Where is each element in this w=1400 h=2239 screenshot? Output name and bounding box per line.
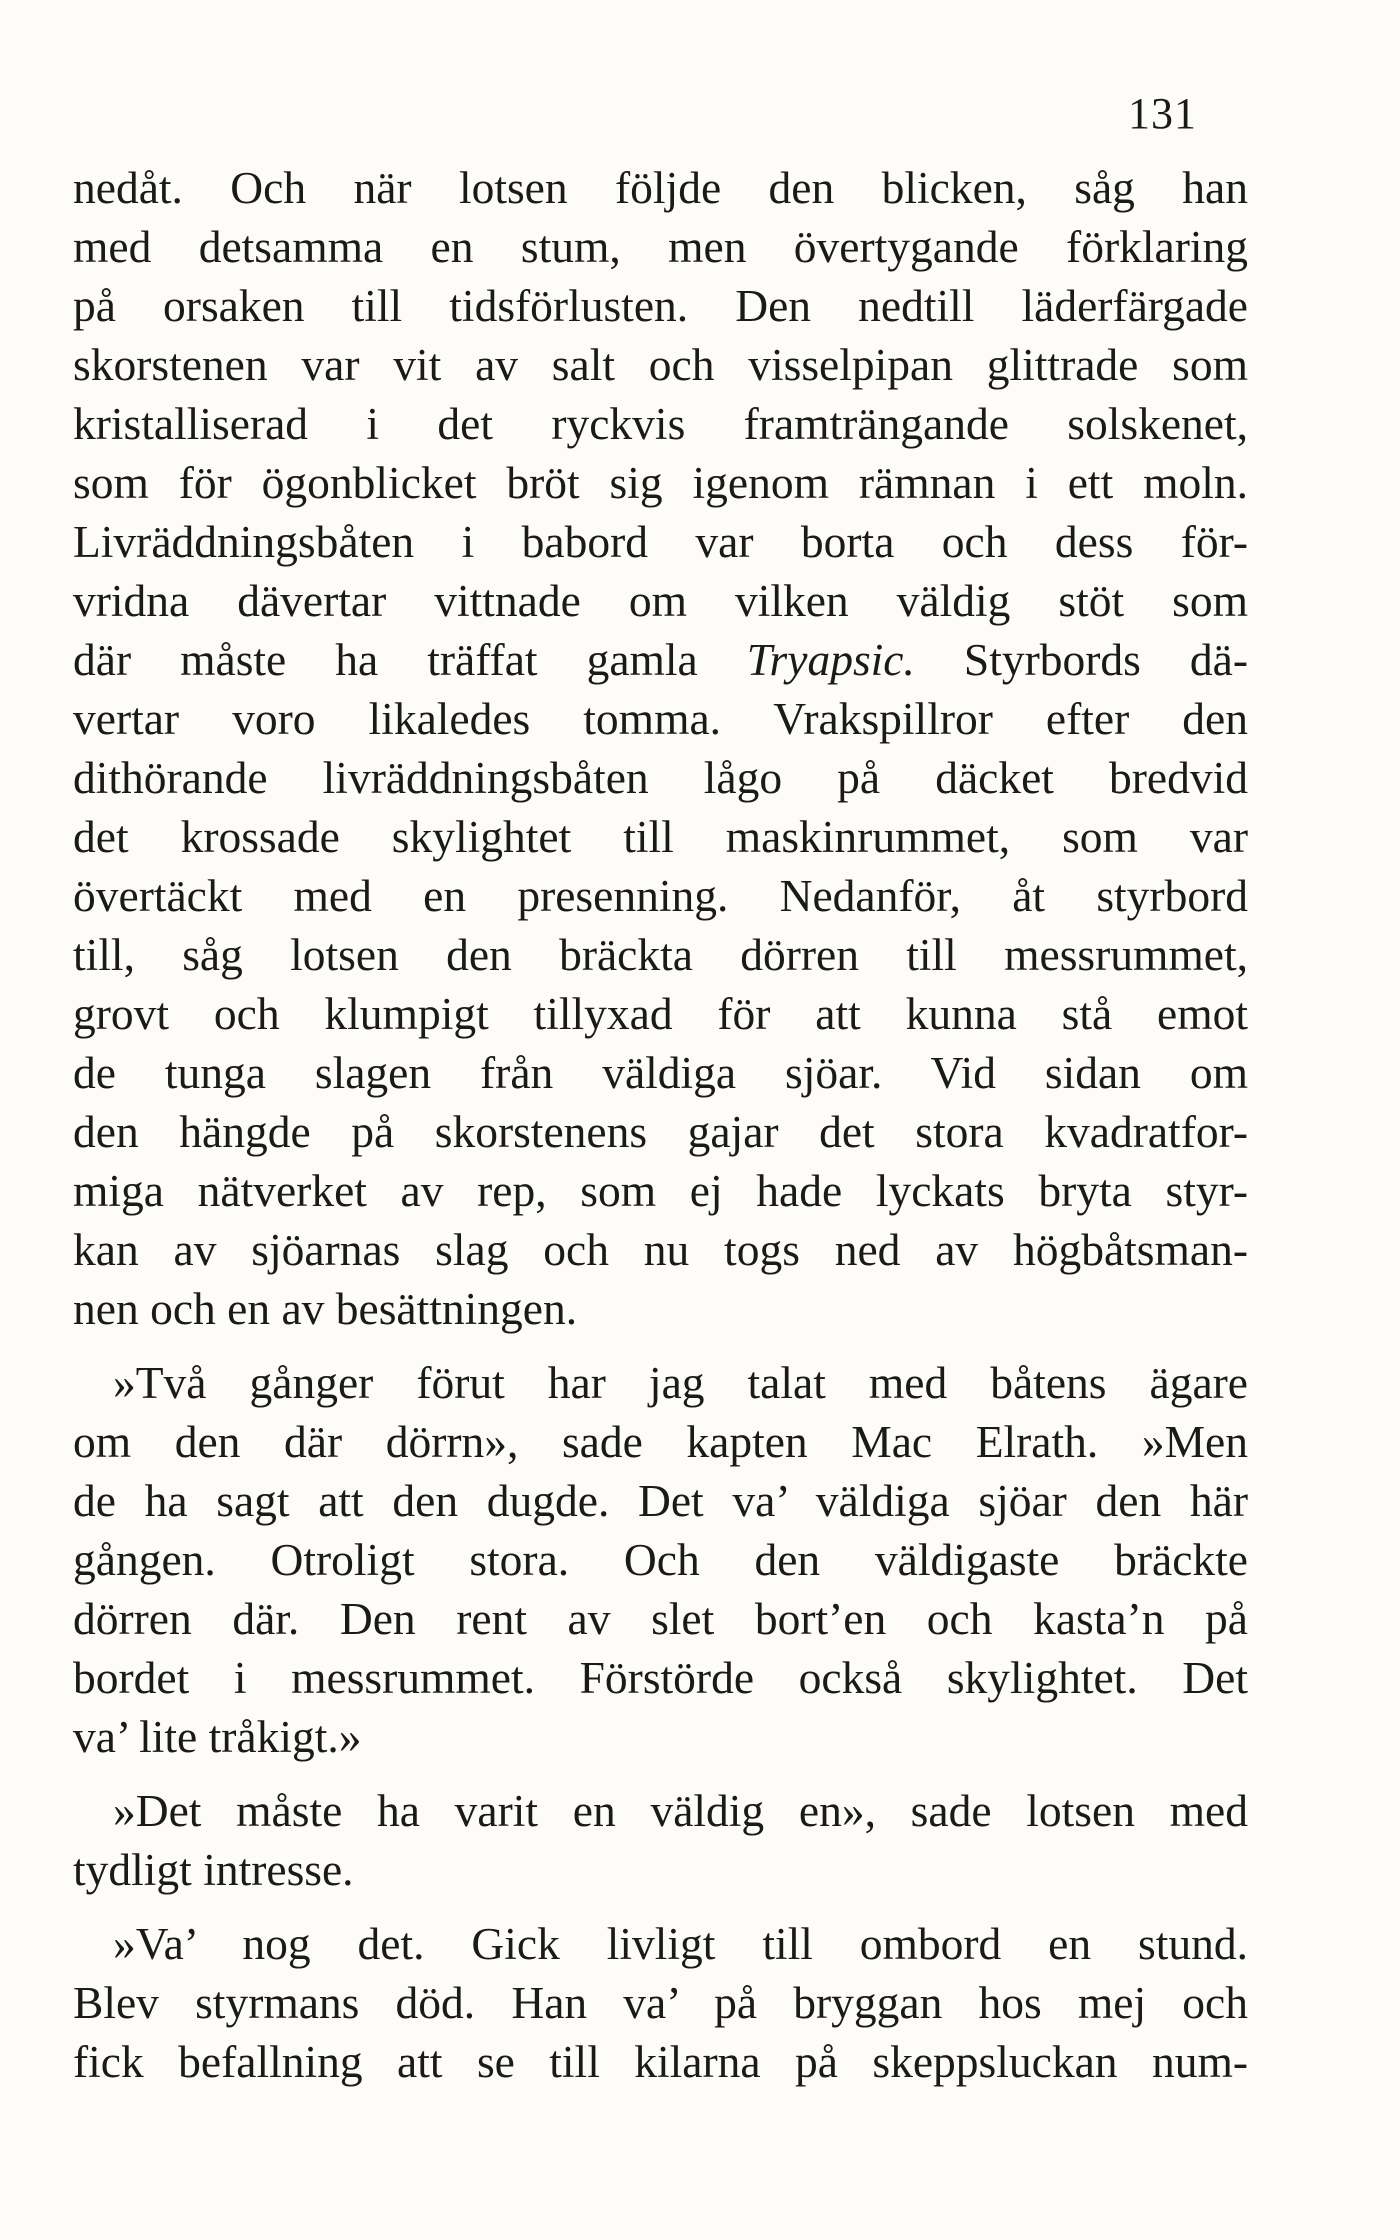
text-line-with-ship-name bbox=[73, 630, 1248, 689]
text-line: vridna dävertar vittnade om vilken väldig stöt som bbox=[73, 575, 1248, 626]
text-fragment: där måste ha träffat gamla bbox=[73, 634, 747, 685]
paragraph-2 bbox=[73, 1353, 1248, 1766]
text-line: till, såg lotsen den bräckta dörren till messrummet, bbox=[73, 929, 1248, 980]
text-line: grovt och klumpigt tillyxad för att kunna stå emot bbox=[73, 988, 1248, 1039]
text-line: med detsamma en stum, men övertygande förklaring bbox=[73, 221, 1248, 272]
text-line: övertäckt med en presenning. Nedanför, åt styrbord bbox=[73, 870, 1248, 921]
text-line: Livräddningsbåten i babord var borta och dess för- bbox=[73, 516, 1248, 567]
text-line: som för ögonblicket bröt sig igenom rämnan i ett moln. bbox=[73, 457, 1248, 508]
text-line: vertar voro likaledes tomma. Vrakspillror efter den bbox=[73, 693, 1248, 744]
text-line: de tunga slagen från väldiga sjöar. Vid sidan om bbox=[73, 1047, 1248, 1098]
text-line: dörren där. Den rent av slet bort’en och kasta’n på bbox=[73, 1593, 1248, 1644]
text-line: nen och en av besättningen. bbox=[73, 1283, 578, 1334]
text-line: kan av sjöarnas slag och nu togs ned av högbåtsman- bbox=[73, 1224, 1248, 1275]
text-line: »Två gånger förut har jag talat med båtens ägare bbox=[113, 1357, 1248, 1408]
text-line: »Va’ nog det. Gick livligt till ombord en stund. bbox=[113, 1918, 1248, 1969]
text-line: de ha sagt att den dugde. Det va’ väldiga sjöar den här bbox=[73, 1475, 1248, 1526]
text-line: »Det måste ha varit en väldig en», sade lotsen med bbox=[113, 1785, 1248, 1836]
text-line: på orsaken till tidsförlusten. Den nedtill läderfärgade bbox=[73, 280, 1248, 331]
text-line: Blev styrmans död. Han va’ på bryggan hos mej och bbox=[73, 1977, 1248, 2028]
text-fragment: Styrbords dä- bbox=[914, 634, 1248, 685]
text-line: dithörande livräddningsbåten lågo på däcket bredvid bbox=[73, 752, 1248, 803]
paragraph-4 bbox=[73, 1914, 1248, 2091]
text-line: om den där dörrn», sade kapten Mac Elrath. »Men bbox=[73, 1416, 1248, 1467]
text-line: bordet i messrummet. Förstörde också skylightet. Det bbox=[73, 1652, 1248, 1703]
paragraph-1 bbox=[73, 158, 1248, 1338]
text-line: det krossade skylightet till maskinrummet, som var bbox=[73, 811, 1248, 862]
text-line: kristalliserad i det ryckvis framträngande solskenet, bbox=[73, 398, 1248, 449]
text-line: miga nätverket av rep, som ej hade lyckats bryta styr- bbox=[73, 1165, 1248, 1216]
ship-name: Tryapsic. bbox=[746, 634, 915, 685]
text-line: nedåt. Och när lotsen följde den blicken, såg han bbox=[73, 162, 1248, 213]
text-line: gången. Otroligt stora. Och den väldigaste bräckte bbox=[73, 1534, 1248, 1585]
text-line: den hängde på skorstenens gajar det stora kvadratfor- bbox=[73, 1106, 1248, 1157]
text-line: tydligt intresse. bbox=[73, 1844, 354, 1895]
page-number: 131 bbox=[1128, 89, 1197, 138]
body-text bbox=[73, 158, 1248, 2091]
text-line: fick befallning att se till kilarna på skeppsluckan num- bbox=[73, 2036, 1248, 2087]
paragraph-3 bbox=[73, 1781, 1248, 1899]
text-line: va’ lite tråkigt.» bbox=[73, 1711, 362, 1762]
text-line: skorstenen var vit av salt och visselpipan glittrade som bbox=[73, 339, 1248, 390]
